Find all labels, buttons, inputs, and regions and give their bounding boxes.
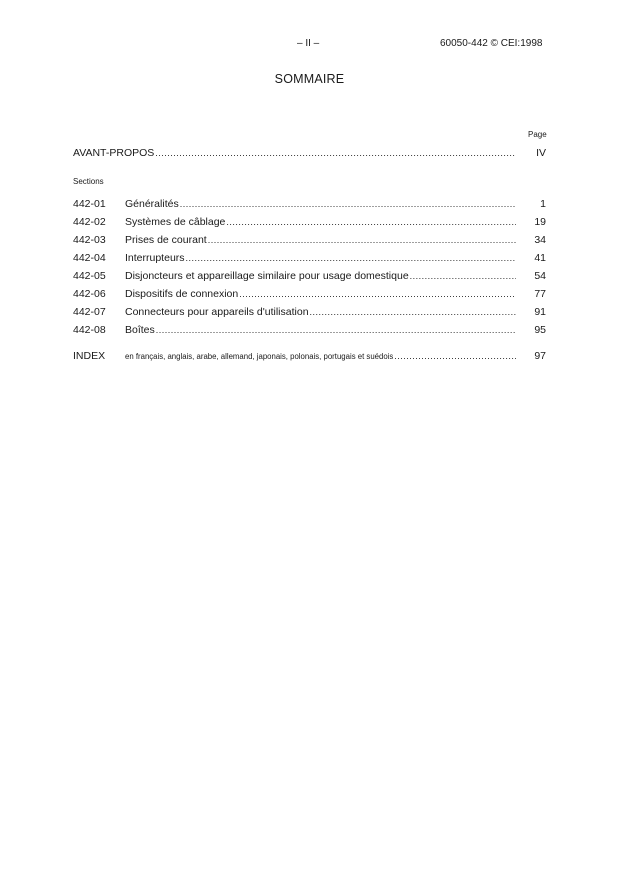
toc-row-section[interactable] <box>73 198 546 212</box>
dot-leader <box>208 235 516 245</box>
foreword-label: AVANT-PROPOS <box>73 147 155 159</box>
section-number: 442-07 <box>73 306 106 318</box>
section-number: 442-02 <box>73 216 106 228</box>
section-page: 34 <box>534 234 546 246</box>
index-label: INDEX <box>73 350 106 362</box>
toc-row-index[interactable] <box>73 350 546 364</box>
section-number: 442-05 <box>73 270 106 282</box>
section-title: Boîtes <box>125 324 155 336</box>
toc-row-section[interactable] <box>73 216 546 230</box>
section-page: 54 <box>534 270 546 282</box>
section-title: Systèmes de câblage <box>125 216 226 228</box>
section-page: 19 <box>534 216 546 228</box>
toc-row-section[interactable] <box>73 324 546 338</box>
dot-leader <box>180 199 516 209</box>
section-number: 442-04 <box>73 252 106 264</box>
toc-row-foreword[interactable] <box>73 147 546 161</box>
dot-leader <box>226 217 516 227</box>
dot-leader <box>310 307 516 317</box>
foreword-page: IV <box>536 147 546 159</box>
section-page: 91 <box>534 306 546 318</box>
section-title: Connecteurs pour appareils d'utilisation <box>125 306 309 318</box>
section-page: 1 <box>540 198 546 210</box>
dot-leader <box>394 351 516 361</box>
page-number: – II – <box>297 38 320 49</box>
section-number: 442-08 <box>73 324 106 336</box>
toc-row-section[interactable] <box>73 234 546 248</box>
dot-leader <box>155 148 516 158</box>
page-title: SOMMAIRE <box>274 72 345 86</box>
toc-row-section[interactable] <box>73 252 546 266</box>
section-title: Dispositifs de connexion <box>125 288 239 300</box>
section-title: Généralités <box>125 198 179 210</box>
dot-leader <box>239 289 516 299</box>
page-column-label: Page <box>528 130 547 139</box>
section-page: 77 <box>534 288 546 300</box>
section-number: 442-03 <box>73 234 106 246</box>
toc-row-section[interactable] <box>73 270 546 284</box>
dot-leader <box>410 271 516 281</box>
section-title: Interrupteurs <box>125 252 185 264</box>
section-title: Prises de courant <box>125 234 207 246</box>
section-number: 442-06 <box>73 288 106 300</box>
sections-label: Sections <box>73 177 104 186</box>
document-reference: 60050-442 © CEI:1998 <box>440 38 543 49</box>
index-page: 97 <box>534 350 546 362</box>
toc-row-section[interactable] <box>73 288 546 302</box>
section-number: 442-01 <box>73 198 106 210</box>
toc-row-section[interactable] <box>73 306 546 320</box>
dot-leader <box>156 325 516 335</box>
section-page: 41 <box>534 252 546 264</box>
section-title: Disjoncteurs et appareillage similaire pour usage domestique <box>125 270 409 282</box>
index-description: en français, anglais, arabe, allemand, japonais, polonais, portugais et suédois <box>125 352 394 361</box>
dot-leader <box>186 253 516 263</box>
section-page: 95 <box>534 324 546 336</box>
